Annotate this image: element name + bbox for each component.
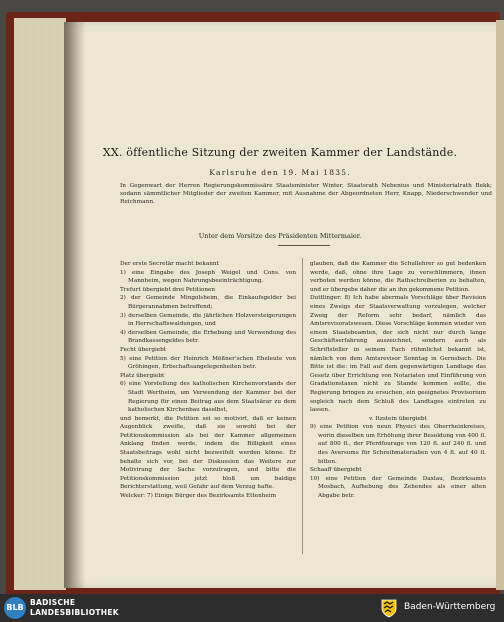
library-name-line2: LANDESBIBLIOTHEK	[30, 608, 119, 617]
page-stack-edge	[14, 18, 66, 590]
paragraph: 6) eine Vorstellung des katholischen Kirchenvorstands der Stadt Wertheim, um Verwendung der Kammer bei der Regierung für einen Beitrag aus dem Staatsärar zu dem katholischen Kirchenbau daselbst,	[120, 381, 296, 414]
book-page	[64, 22, 496, 588]
state-name[interactable]: Baden-Württemberg	[404, 602, 496, 612]
paragraph: glauben, daß die Kammer die Schullehrer so gut bedenken werde, daß, ohne ihre Lage zu verschlimmern, ihnen verboten werden könne, die Rathschreiberien zu behalten, und er übergebe daher die an ihn gekommene Petition.	[310, 261, 486, 293]
paragraph: Fecht übergiebt	[120, 346, 167, 353]
paragraph: 10) eine Petition der Gemeinde Daxlau, Bezirksamts Mosbach, Aufhebung des Zehendes als einer alten Abgabe betr.	[310, 475, 486, 500]
chair-note: Unter dem Vorsitze des Präsidenten Mittermaier.	[198, 232, 362, 240]
blb-logo[interactable]: BLB	[4, 597, 26, 619]
paragraph: und bemerkt, die Petition sei so motivirt, daß er keinen Augenblick zweifle, daß sie sowohl bei der Petitionskommission als bei der Kammer allgemeinen Anklang finden werde, indem die Billigkeit eines Staatsbeitrags wohl nicht bezweifelt werden könne. Er behalte sich vor, bei der Diskussion das Weitere zur Motivirung der Sache vorzutragen, und bitte die Petitionskommission jetzt bloß um baldige Berichterstattung, weil Gefahr auf dem Verzug hafte.	[120, 415, 296, 491]
paragraph: 1) eine Eingabe des Joseph Weigel und Cons. von Mannheim, wegen Nahrungsbeeinträchtigung.	[120, 269, 296, 285]
paragraph: Platz übergiebt	[120, 372, 165, 379]
paragraph: Schaaff übergiebt	[310, 467, 362, 474]
page-edge-right	[496, 20, 504, 590]
attendance-note: In Gegenwart der Herren Regierungskommissäre Staatsminister Winter, Staatsrath Nebenius und Ministerialrath Bekk; sodann sämmtlicher Mitglieder der zweiten Kammer, mit Ausnahme der Abgeordneten Herr, Knapp, Niederschwender und Reichmann.	[120, 183, 492, 205]
library-name-line1: BADISCHE	[30, 598, 76, 607]
paragraph: v. Itzstein übergiebt	[369, 415, 427, 422]
paragraph: 2) der Gemeinde Mingolsheim, die Einkaufsgelder bei Bürgerannahmen betreffend;	[120, 295, 296, 310]
page-title: XX. öffentliche Sitzung der zweiten Kammer der Landstände.	[102, 146, 458, 159]
viewer-footer	[0, 594, 504, 622]
paragraph: 5) eine Petition der Heinrich Mößner'schen Eheleute von Gröhingen, Erbschaftsangelegenheiten betr.	[120, 355, 296, 371]
library-name[interactable]	[30, 598, 119, 618]
paragraph: 3) derselben Gemeinde, die jährlichen Holzversteigerungen in Herrschaftswaldungen, und	[120, 312, 296, 328]
paragraph: Duttlinger: 8) Ich habe abermals Vorschläge über Revision eines Zweigs der Staatsverwaltung vorzulegen, welcher Zweig der Reform sehr bedarf, nämlich das Amtsrevisoratswesen. Diese Vorschläge kommen wieder von einem Staatsbeamten, der sich nicht nur durch lange Geschäftserfahrung auszeichnet, sondern auch als Schriftsteller in seinem Fach rühmlichst bekannt ist, nämlich von dem Amtsrevisor Sonntag in Gernsbach. Die Bitte ist die: im Fall auf dem gegenwärtigen Landtage das Gesetz über Errichtung von Notariaten und Einführung von Gradationstaxen nicht zu Stande kommen sollte, die Regierung bringen zu ersuchen, ein geeignetes Provisorium sogleich nach dem Schluß des Landtages eintreten zu lassen.	[310, 295, 486, 414]
gutter-shadow	[64, 22, 86, 588]
right-column	[310, 260, 486, 501]
title-rule	[278, 245, 330, 246]
paragraph: Der erste Secretär macht bekannt	[120, 261, 219, 267]
column-divider	[302, 258, 303, 554]
paragraph: 4) derselben Gemeinde, die Erhebung und Verwendung des Brandkassengeldes betr.	[120, 329, 296, 345]
left-column	[120, 260, 296, 501]
paragraph: Welcker: 7) Einige Bürger des Bezirksamts Ettenheim	[120, 493, 276, 500]
baden-wuerttemberg-crest-icon	[380, 598, 398, 618]
paragraph: 9) eine Petition von neun Physici des Oberrheinkreises, worin dieselben um Erhöhung ihrer Besoldung von 400 fl. auf 800 fl., der Pferdfourage von 120 fl. auf 240 fl. und des Aversums für Schreibmaterialien von 4 fl. auf 40 fl. bitten.	[310, 424, 486, 465]
dateline: Karlsruhe den 19. Mai 1835.	[209, 168, 351, 177]
paragraph: Trefurt übergiebt drei Petitionen	[120, 286, 216, 293]
